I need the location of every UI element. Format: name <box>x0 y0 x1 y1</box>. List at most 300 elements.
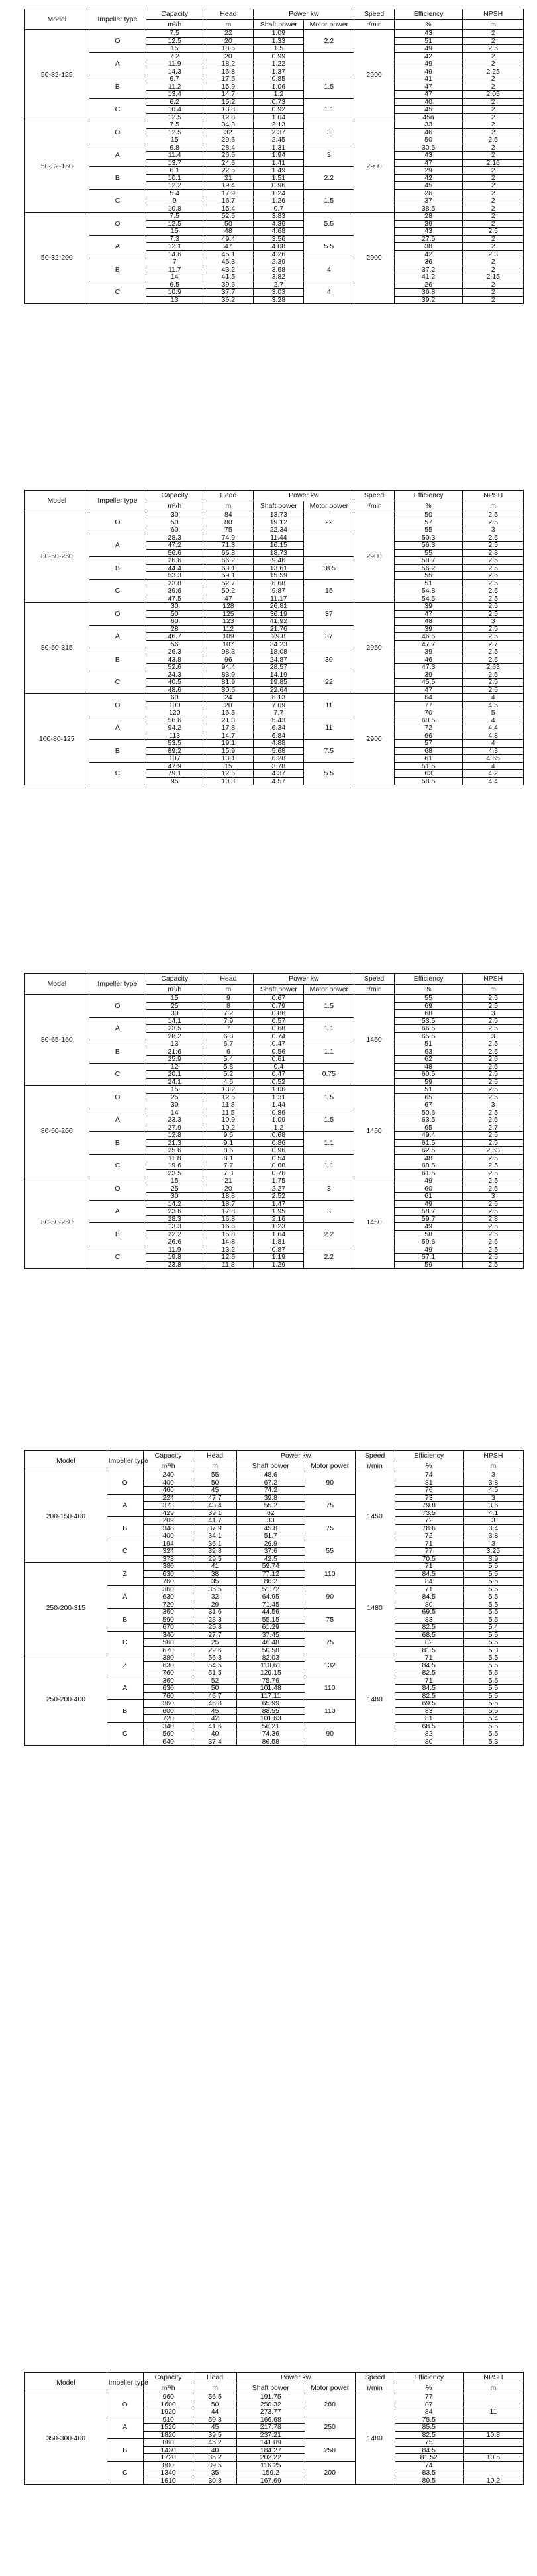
shaft-power-cell: 28.57 <box>254 664 304 671</box>
head-cell: 41.7 <box>193 1517 236 1525</box>
head-cell: 13.1 <box>203 755 254 763</box>
impeller-type: B <box>89 557 146 580</box>
capacity-cell: 11.9 <box>146 60 203 68</box>
efficiency-cell: 38.5 <box>394 205 463 213</box>
capacity-cell: 630 <box>143 1685 193 1693</box>
shaft-power-cell: 1.81 <box>254 1238 304 1246</box>
head-cell: 41.5 <box>203 273 254 281</box>
efficiency-cell: 53.5 <box>394 1017 463 1025</box>
shaft-power-cell: 22.34 <box>254 526 304 534</box>
efficiency-cell: 49 <box>394 1177 463 1185</box>
npsh-cell: 2 <box>463 296 524 304</box>
capacity-cell: 89.2 <box>146 747 203 755</box>
npsh-cell: 2.5 <box>463 1132 524 1140</box>
header-motor-power: Motor power <box>305 2383 355 2393</box>
npsh-cell: 2.5 <box>463 542 524 550</box>
capacity-cell: 14.2 <box>146 1200 203 1208</box>
npsh-cell: 5.3 <box>463 1738 523 1746</box>
shaft-power-cell: 0.57 <box>254 1017 304 1025</box>
npsh-cell <box>463 2461 523 2469</box>
impeller-type: O <box>89 995 146 1018</box>
npsh-cell: 3 <box>463 1471 523 1479</box>
shaft-power-cell: 67.2 <box>236 1479 305 1487</box>
capacity-cell: 28.3 <box>146 534 203 542</box>
head-cell: 24.6 <box>203 159 254 167</box>
efficiency-cell: 60.5 <box>394 1071 463 1079</box>
head-cell: 39.1 <box>193 1509 236 1517</box>
shaft-power-cell: 2.27 <box>254 1185 304 1193</box>
head-cell: 55 <box>193 1471 236 1479</box>
speed-cell: 1480 <box>355 1654 395 1746</box>
shaft-power-cell: 64.95 <box>236 1593 305 1601</box>
capacity-cell: 373 <box>143 1502 193 1510</box>
capacity-cell: 30 <box>146 603 203 611</box>
efficiency-cell: 37 <box>394 197 463 205</box>
npsh-cell: 5.5 <box>463 1669 523 1677</box>
npsh-cell: 5.5 <box>463 1692 523 1700</box>
efficiency-cell: 51 <box>394 1040 463 1048</box>
npsh-cell: 3 <box>463 1193 524 1201</box>
efficiency-cell: 42 <box>394 52 463 60</box>
shaft-power-cell: 129.15 <box>236 1669 305 1677</box>
efficiency-cell: 43 <box>394 152 463 160</box>
table-row <box>25 534 524 542</box>
header-npsh: NPSH <box>463 491 524 501</box>
head-cell: 81.9 <box>203 679 254 687</box>
head-cell: 18.2 <box>203 60 254 68</box>
impeller-type: C <box>89 98 146 121</box>
speed-cell: 2900 <box>354 213 394 304</box>
npsh-cell: 2 <box>463 220 524 228</box>
capacity-cell: 95 <box>146 777 203 785</box>
motor-power-cell: 90 <box>305 1585 355 1609</box>
efficiency-cell: 26 <box>394 281 463 289</box>
head-cell: 16.8 <box>203 1215 254 1223</box>
table-row <box>25 2393 524 2401</box>
efficiency-cell: 71 <box>395 1585 463 1593</box>
header-impeller-type: Impeller type <box>89 491 146 511</box>
npsh-cell: 5.5 <box>463 1661 523 1669</box>
capacity-cell: 23.6 <box>146 1208 203 1216</box>
impeller-type: B <box>89 1040 146 1064</box>
npsh-cell: 4.4 <box>463 724 524 732</box>
capacity-cell: 21.3 <box>146 1139 203 1147</box>
efficiency-cell: 48 <box>394 1154 463 1162</box>
efficiency-cell: 47.7 <box>394 640 463 648</box>
efficiency-cell: 61 <box>394 755 463 763</box>
efficiency-cell: 57.1 <box>394 1254 463 1262</box>
header-efficiency: Efficiency <box>394 491 463 501</box>
efficiency-cell: 41 <box>394 75 463 83</box>
npsh-cell: 5.5 <box>463 1685 523 1693</box>
header-npsh-unit: m <box>463 984 524 995</box>
npsh-cell: 2.5 <box>463 1261 524 1269</box>
head-cell: 39.5 <box>193 2461 236 2469</box>
capacity-cell: 12.5 <box>146 128 203 136</box>
motor-power-cell: 280 <box>305 2393 355 2416</box>
header-head-unit: m <box>203 501 254 511</box>
head-cell: 14.8 <box>203 1238 254 1246</box>
npsh-cell <box>463 2393 523 2401</box>
header-npsh-unit: m <box>463 2383 523 2393</box>
impeller-type: A <box>107 1494 143 1517</box>
efficiency-cell: 72 <box>395 1517 463 1525</box>
header-capacity: Capacity <box>146 974 203 985</box>
motor-power-cell: 22 <box>304 511 354 534</box>
impeller-type: O <box>89 1086 146 1109</box>
npsh-cell: 4.3 <box>463 747 524 755</box>
capacity-cell: 360 <box>143 1677 193 1685</box>
head-cell: 80.6 <box>203 686 254 694</box>
npsh-cell: 2 <box>463 213 524 221</box>
model-name: 350-300-400 <box>25 2393 107 2485</box>
capacity-cell: 43.8 <box>146 656 203 664</box>
efficiency-cell: 51 <box>394 1086 463 1094</box>
npsh-cell: 5.5 <box>463 1609 523 1616</box>
efficiency-cell: 45a <box>394 113 463 121</box>
impeller-type: B <box>89 1132 146 1155</box>
shaft-power-cell: 16.15 <box>254 542 304 550</box>
shaft-power-cell: 0.73 <box>254 98 304 106</box>
head-cell: 14.7 <box>203 732 254 740</box>
npsh-cell: 2.5 <box>463 1040 524 1048</box>
impeller-type: C <box>89 579 146 603</box>
capacity-cell: 7 <box>146 258 203 266</box>
npsh-cell: 2.05 <box>463 91 524 99</box>
head-cell: 37.4 <box>193 1738 236 1746</box>
efficiency-cell: 65.5 <box>394 1032 463 1040</box>
capacity-cell: 11.4 <box>146 152 203 160</box>
head-cell: 9.6 <box>203 1132 254 1140</box>
capacity-cell: 670 <box>143 1624 193 1632</box>
capacity-cell: 20.1 <box>146 1071 203 1079</box>
head-cell: 50 <box>193 1479 236 1487</box>
capacity-cell: 380 <box>143 1654 193 1662</box>
head-cell: 15 <box>203 762 254 770</box>
head-cell: 96 <box>203 656 254 664</box>
motor-power-cell: 3 <box>304 144 354 167</box>
capacity-cell: 400 <box>143 1532 193 1540</box>
impeller-type: C <box>107 1631 143 1654</box>
npsh-cell: 2.6 <box>463 1056 524 1064</box>
table-row <box>25 52 524 60</box>
shaft-power-cell: 26.9 <box>236 1540 305 1548</box>
capacity-cell: 12.5 <box>146 220 203 228</box>
npsh-cell: 2.5 <box>463 1139 524 1147</box>
npsh-cell: 2.5 <box>463 1048 524 1056</box>
capacity-cell: 1920 <box>143 2408 193 2416</box>
shaft-power-cell: 191.75 <box>236 2393 305 2401</box>
capacity-cell: 23.3 <box>146 1116 203 1124</box>
npsh-cell: 2 <box>463 197 524 205</box>
shaft-power-cell: 7.7 <box>254 709 304 717</box>
npsh-cell: 2.7 <box>463 640 524 648</box>
head-cell: 128 <box>203 603 254 611</box>
table-row <box>25 1471 524 1479</box>
efficiency-cell: 50 <box>394 511 463 519</box>
header-capacity: Capacity <box>146 491 203 501</box>
header-capacity-unit: m³/h <box>146 501 203 511</box>
npsh-cell: 2.5 <box>463 1063 524 1071</box>
impeller-type: A <box>89 1017 146 1040</box>
efficiency-cell: 68.5 <box>395 1722 463 1730</box>
npsh-cell: 5.5 <box>463 1730 523 1738</box>
efficiency-cell: 55 <box>394 995 463 1003</box>
head-cell: 36.1 <box>193 1540 236 1548</box>
efficiency-cell: 81.52 <box>395 2454 463 2462</box>
efficiency-cell: 58 <box>394 1230 463 1238</box>
npsh-cell <box>463 2424 523 2432</box>
efficiency-cell: 41.2 <box>394 273 463 281</box>
npsh-cell: 2.5 <box>463 1071 524 1079</box>
efficiency-cell: 36 <box>394 258 463 266</box>
npsh-cell: 3 <box>463 1494 523 1502</box>
efficiency-cell: 59 <box>394 1261 463 1269</box>
shaft-power-cell: 0.96 <box>254 1147 304 1155</box>
head-cell: 45 <box>193 2424 236 2432</box>
header-model: Model <box>25 491 89 511</box>
impeller-type: B <box>89 648 146 671</box>
shaft-power-cell: 55.15 <box>236 1616 305 1624</box>
shaft-power-cell: 1.23 <box>254 1223 304 1231</box>
shaft-power-cell: 39.8 <box>236 1494 305 1502</box>
shaft-power-cell: 1.47 <box>254 1200 304 1208</box>
shaft-power-cell: 4.68 <box>254 228 304 236</box>
header-shaft-power: Shaft power <box>254 501 304 511</box>
npsh-cell: 2.15 <box>463 273 524 281</box>
table-row <box>25 213 524 221</box>
npsh-cell: 2.5 <box>463 1086 524 1094</box>
efficiency-cell: 69 <box>394 1002 463 1010</box>
efficiency-cell: 83 <box>395 1707 463 1715</box>
motor-power-cell: 37 <box>304 625 354 648</box>
efficiency-cell: 55 <box>394 572 463 580</box>
shaft-power-cell: 2.13 <box>254 121 304 129</box>
npsh-cell: 2.5 <box>463 1200 524 1208</box>
motor-power-cell: 4 <box>304 258 354 281</box>
table-row <box>25 717 524 724</box>
npsh-cell: 2.5 <box>463 679 524 687</box>
capacity-cell: 12.2 <box>146 182 203 190</box>
capacity-cell: 360 <box>143 1700 193 1708</box>
shaft-power-cell: 51.7 <box>236 1532 305 1540</box>
capacity-cell: 6.5 <box>146 281 203 289</box>
efficiency-cell: 39 <box>394 671 463 679</box>
shaft-power-cell: 1.33 <box>254 37 304 45</box>
motor-power-cell: 11 <box>304 717 354 740</box>
efficiency-cell: 81 <box>395 1479 463 1487</box>
npsh-cell: 2.5 <box>463 1025 524 1033</box>
shaft-power-cell: 2.7 <box>254 281 304 289</box>
capacity-cell: 7.5 <box>146 121 203 129</box>
impeller-type: B <box>89 740 146 763</box>
table-row <box>25 603 524 611</box>
head-cell: 20 <box>203 37 254 45</box>
shaft-power-cell: 0.76 <box>254 1169 304 1177</box>
npsh-cell: 2 <box>463 144 524 152</box>
capacity-cell: 860 <box>143 2439 193 2447</box>
head-cell: 11.8 <box>203 1261 254 1269</box>
header-efficiency: Efficiency <box>395 2373 463 2383</box>
npsh-cell: 2.7 <box>463 1124 524 1132</box>
efficiency-cell: 60.5 <box>394 717 463 724</box>
shaft-power-cell: 3.68 <box>254 266 304 273</box>
npsh-cell: 3.8 <box>463 1532 523 1540</box>
speed-cell: 2950 <box>354 603 394 694</box>
shaft-power-cell: 6.13 <box>254 694 304 702</box>
header-capacity: Capacity <box>146 9 203 20</box>
efficiency-cell: 76 <box>395 1487 463 1495</box>
shaft-power-cell: 42.5 <box>236 1555 305 1563</box>
motor-power-cell: 75 <box>305 1494 355 1517</box>
header-impeller-type: Impeller type <box>89 9 146 30</box>
shaft-power-cell: 0.74 <box>254 1032 304 1040</box>
efficiency-cell: 60.5 <box>394 1162 463 1170</box>
shaft-power-cell: 86.2 <box>236 1578 305 1586</box>
shaft-power-cell: 50.58 <box>236 1646 305 1654</box>
head-cell: 20 <box>203 1185 254 1193</box>
motor-power-cell: 1.5 <box>304 75 354 99</box>
table-row <box>25 1086 524 1094</box>
capacity-cell: 720 <box>143 1601 193 1609</box>
head-cell: 6 <box>203 1048 254 1056</box>
shaft-power-cell: 51.72 <box>236 1585 305 1593</box>
capacity-cell: 13.7 <box>146 159 203 167</box>
npsh-cell: 5.5 <box>463 1601 523 1609</box>
efficiency-cell: 82.5 <box>395 1669 463 1677</box>
impeller-type: A <box>107 1585 143 1609</box>
impeller-type: B <box>89 258 146 281</box>
shaft-power-cell: 1.2 <box>254 91 304 99</box>
shaft-power-cell: 0.47 <box>254 1040 304 1048</box>
efficiency-cell: 47 <box>394 83 463 91</box>
npsh-cell: 4 <box>463 740 524 748</box>
head-cell: 15.8 <box>203 1230 254 1238</box>
efficiency-cell: 55 <box>394 549 463 557</box>
efficiency-cell: 39 <box>394 220 463 228</box>
capacity-cell: 30 <box>146 511 203 519</box>
efficiency-cell: 73 <box>395 1494 463 1502</box>
table-row <box>25 995 524 1003</box>
efficiency-cell: 84.5 <box>395 1570 463 1578</box>
npsh-cell: 2.16 <box>463 159 524 167</box>
capacity-cell: 44.4 <box>146 564 203 572</box>
capacity-cell: 760 <box>143 1578 193 1586</box>
motor-power-cell: 3 <box>304 1200 354 1223</box>
npsh-cell: 2 <box>463 83 524 91</box>
table-row <box>25 235 524 243</box>
speed-cell: 2900 <box>354 121 394 213</box>
head-cell: 22 <box>203 30 254 38</box>
capacity-cell: 324 <box>143 1548 193 1556</box>
shaft-power-cell: 13.61 <box>254 564 304 572</box>
capacity-cell: 670 <box>143 1646 193 1654</box>
shaft-power-cell: 77.12 <box>236 1570 305 1578</box>
npsh-cell: 10.5 <box>463 2454 523 2462</box>
head-cell: 18.8 <box>203 1193 254 1201</box>
npsh-cell: 2.5 <box>463 1177 524 1185</box>
header-capacity-unit: m³/h <box>143 1461 193 1471</box>
npsh-cell: 5.3 <box>463 1646 523 1654</box>
head-cell: 50 <box>193 2401 236 2408</box>
shaft-power-cell: 4.36 <box>254 220 304 228</box>
capacity-cell: 53.5 <box>146 740 203 748</box>
shaft-power-cell: 250.32 <box>236 2401 305 2408</box>
npsh-cell: 5.5 <box>463 1700 523 1708</box>
head-cell: 52.5 <box>203 213 254 221</box>
capacity-cell: 13 <box>146 1040 203 1048</box>
impeller-type: B <box>107 1700 143 1723</box>
impeller-type: B <box>89 75 146 99</box>
npsh-cell: 5.5 <box>463 1570 523 1578</box>
capacity-cell: 30 <box>146 1101 203 1109</box>
shaft-power-cell: 101.48 <box>236 1685 305 1693</box>
shaft-power-cell: 217.78 <box>236 2424 305 2432</box>
head-cell: 47.7 <box>193 1494 236 1502</box>
efficiency-cell: 83.5 <box>395 2469 463 2477</box>
efficiency-cell: 40 <box>394 98 463 106</box>
head-cell: 34.1 <box>193 1532 236 1540</box>
npsh-cell: 5.5 <box>463 1578 523 1586</box>
table-row <box>25 1654 524 1662</box>
head-cell: 35 <box>193 2469 236 2477</box>
efficiency-cell: 57 <box>394 519 463 526</box>
efficiency-cell: 66.5 <box>394 1025 463 1033</box>
shaft-power-cell: 7.09 <box>254 701 304 709</box>
head-cell: 66.8 <box>203 549 254 557</box>
npsh-cell: 2.5 <box>463 1093 524 1101</box>
head-cell: 7.7 <box>203 1162 254 1170</box>
model-name: 80-50-200 <box>25 1086 89 1177</box>
shaft-power-cell: 11.17 <box>254 595 304 603</box>
head-cell: 37.9 <box>193 1524 236 1532</box>
efficiency-cell: 28 <box>394 213 463 221</box>
efficiency-cell: 47.3 <box>394 664 463 671</box>
head-cell: 10.2 <box>203 1124 254 1132</box>
shaft-power-cell: 5.68 <box>254 747 304 755</box>
npsh-cell: 3 <box>463 526 524 534</box>
capacity-cell: 15 <box>146 136 203 144</box>
shaft-power-cell: 0.56 <box>254 1048 304 1056</box>
header-head-unit: m <box>193 1461 236 1471</box>
header-head: Head <box>193 1451 236 1461</box>
npsh-cell: 4.4 <box>463 777 524 785</box>
efficiency-cell: 71 <box>395 1563 463 1571</box>
shaft-power-cell: 0.7 <box>254 205 304 213</box>
efficiency-cell: 39 <box>394 625 463 633</box>
head-cell: 45.3 <box>203 258 254 266</box>
shaft-power-cell: 0.67 <box>254 995 304 1003</box>
efficiency-cell: 45 <box>394 182 463 190</box>
efficiency-cell: 61.5 <box>394 1169 463 1177</box>
capacity-cell: 1520 <box>143 2424 193 2432</box>
shaft-power-cell: 74.36 <box>236 1730 305 1738</box>
npsh-cell: 4.5 <box>463 701 524 709</box>
shaft-power-cell: 21.76 <box>254 625 304 633</box>
header-model: Model <box>25 9 89 30</box>
capacity-cell: 107 <box>146 755 203 763</box>
head-cell: 16.8 <box>203 68 254 75</box>
head-cell: 51.5 <box>193 1669 236 1677</box>
capacity-cell: 10.8 <box>146 205 203 213</box>
npsh-cell: 4.2 <box>463 770 524 778</box>
capacity-cell: 640 <box>143 1738 193 1746</box>
efficiency-cell: 74 <box>395 2461 463 2469</box>
header-npsh-unit: m <box>463 19 524 30</box>
npsh-cell: 2.5 <box>463 648 524 656</box>
head-cell: 41 <box>193 1563 236 1571</box>
capacity-cell: 24.1 <box>146 1078 203 1086</box>
